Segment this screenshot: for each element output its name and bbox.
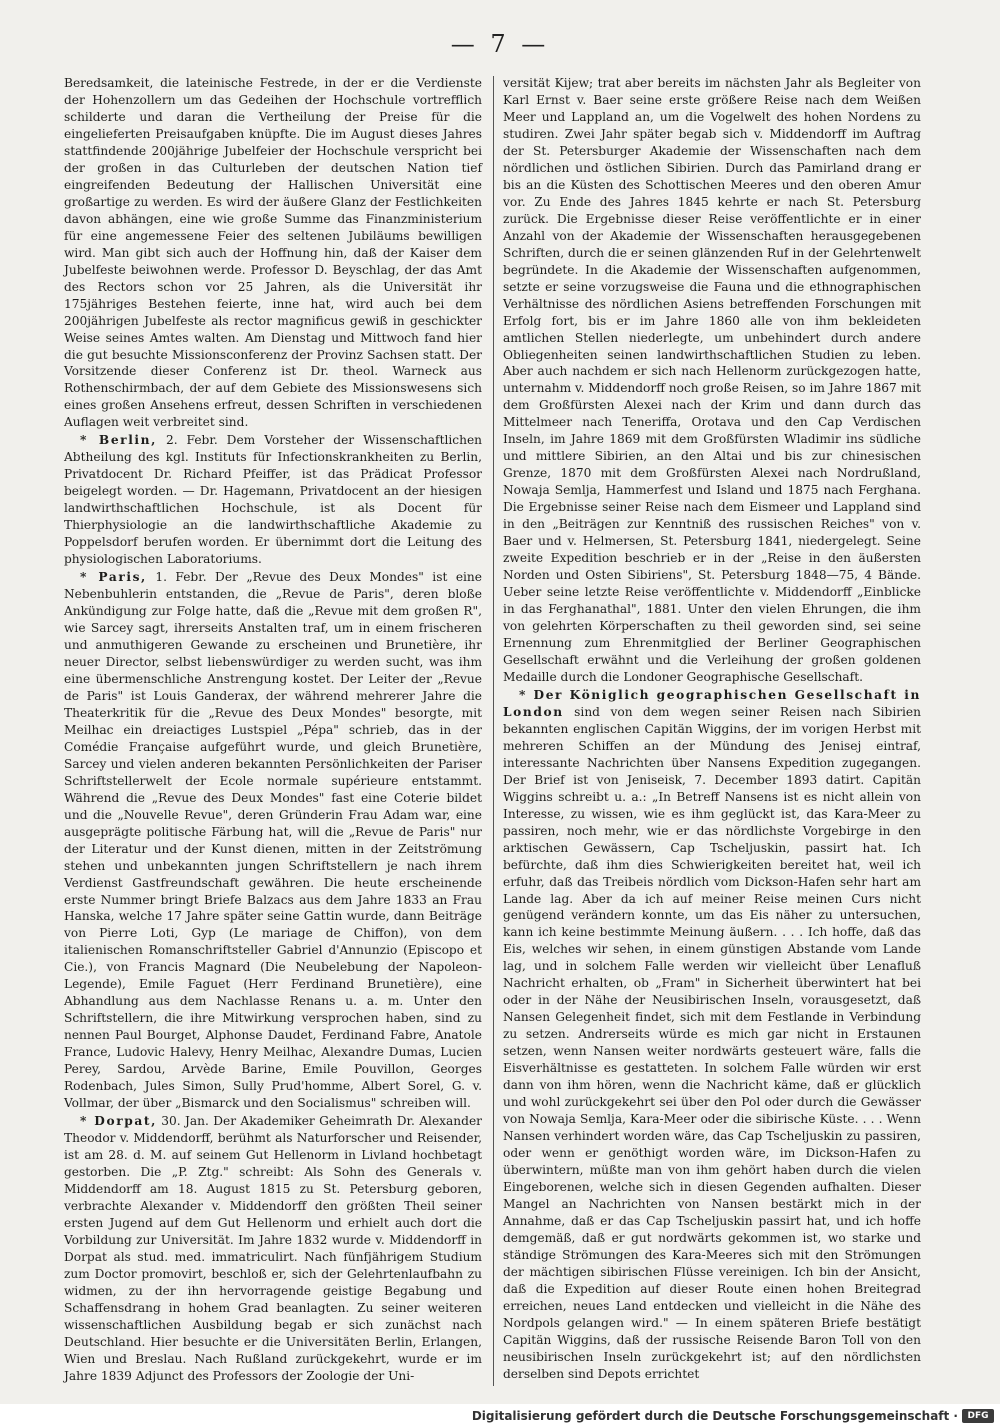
page-number: — 7 — xyxy=(450,30,550,58)
column-divider xyxy=(493,76,494,1386)
dateline-place: * Dorpat, xyxy=(80,1114,157,1129)
left-column xyxy=(64,75,482,1386)
article-dorpat xyxy=(64,1113,482,1385)
footer-bar xyxy=(0,1404,1000,1428)
dateline-place: * Der Königlich geographischen Gesellschaft in London xyxy=(503,687,921,719)
funding-credit: Digitalisierung gefördert durch die Deutsche Forschungsgemeinschaft · xyxy=(471,1409,958,1423)
article-text: sind von dem wegen seiner Reisen nach Sibirien bekannten englischen Capitän Wiggins, der im vorigen Herbst mit mehreren Schiffen an der Mündung des Jenisej eintraf, interessante Nachrichten über Nansens Expedition zugegangen. Der Brief ist von Jeniseisk, 7. December 1893 datirt. Capitän Wiggins schreibt u. a.: „In Betreff Nansens ist es nicht allein von Interesse, zu wissen, wie es ihm geglückt ist, das Kara-Meer zu passiren, noch mehr, wie er das nördlichste Vorgebirge in den arktischen Gewässern, Cap Tscheljuskin, passirt hat. Ich befürchte, daß ihm dies Schwierigkeiten bereitet hat, weil ich erfuhr, daß das Treibeis nördlich vom Dickson-Hafen sehr hart am Lande lag. Aber da ich auf meiner Reise meinen Curs nicht genügend verändern konnte, um das Eis näher zu untersuchen, kann ich keine bestimmte Meinung äußern. . . . Ich hoffe, daß das Eis, welches wir sehen, in einem günstigen Abstande vom Lande lag, und in solchem Falle werden wir vielleicht über Lenafluß Nachricht erhalten, ob „Fram" in Sicherheit überwintert hat bei oder in der Nähe der Neusibirischen Inseln, vorausgesetzt, daß Nansen Gelegenheit findet, sich mit dem Festlande in Verbindung zu setzen. Andrerseits würde es mich gar nicht in Erstaunen setzen, wenn Nansen weiter nordwärts gesteuert wäre, falls die Eisverhältnisse es gestatteten. In solchem Falle würden wir erst dann von ihm hören, wenn die Nachricht käme, daß er glücklich und wohl zurückgekehrt sei über den Pol oder durch die Gewässer von Nowaja Semlja, Kara-Meer oder die sibirische Küste. . . . Wenn Nansen verhindert worden wäre, das Cap Tscheljuskin zu passiren, oder wenn er genöthigt worden wäre, im Dickson-Hafen zu überwintern, müßte man von ihm gehört haben durch die vielen Eingeborenen, welche sich in diesen Gegenden aufhalten. Dieser Mangel an Nachrichten von Nansen bestärkt mich in der Annahme, daß er das Cap Tscheljuskin passirt hat, und ich hoffe demgemäß, daß er gut nordwärts gekommen ist, wo starke und ständige Strömungen des Kara-Meeres sich mit den Strömungen der mächtigen sibirischen Flüsse vereinigen. Ich bin der Ansicht, daß die Expedition auf dieser Route einen hohen Breitegrad erreichen, neues Land entdecken und vielleicht in die Nähe des Nordpols gelangen wird." — In einem späteren Briefe bestätigt Capitän Wiggins, daß der russische Reisende Baron Toll von den neusibirischen Inseln zurückgekehrt ist; auf den nördlichsten derselben sind Depots errichtet xyxy=(503,704,921,1381)
dateline-place: * Paris, xyxy=(80,570,147,585)
dfg-logo-icon[interactable]: DFG xyxy=(962,1409,994,1423)
dateline-place: * Berlin, xyxy=(80,433,157,448)
article-london xyxy=(503,687,921,1383)
article-paragraph: Beredsamkeit, die lateinische Festrede, in der er die Verdienste der Hohenzollern um das Gedeihen der Hochschule vortrefflich schilderte und daran die Vertheilung der Preise für die eingelieferten Preisaufgaben knüpfte. Die im August dieses Jahres stattfindende 200jährige Jubelfeier der Hochschule verspricht bei der großen in das Culturleben der deutschen Nation tief eingreifenden Bedeutung der Hallischen Universität eine großartige zu werden. Es wird der äußere Glanz der Festlichkeiten davon abhängen, eine wie große Summe das Finanzministerium für eine angemessene Feier des seltenen Jubiläums bewilligen wird. Man gibt sich auch der Hoffnung hin, daß der Kaiser dem Jubelfeste beiwohnen werde. Professor D. Beyschlag, der das Amt des Rectors schon vor 25 Jahren, als die Universität ihr 175jähriges Bestehen feierte, inne hat, wird auch bei dem 200jährigen Jubelfeste als rector magnificus gewiß in geschickter Weise seines Amtes walten. Am Dienstag und Mittwoch fand hier die gut besuchte Missionsconferenz der Provinz Sachsen statt. Der Vorsitzende dieser Conferenz ist Dr. theol. Warneck aus Rothenschirmbach, der auf dem Gebiete des Missionswesens sich eines großen Ansehens erfreut, dessen Schriften in verschiedenen Auflagen weit verbreitet sind. xyxy=(64,76,482,430)
right-column xyxy=(503,75,921,1384)
article-berlin xyxy=(64,432,482,568)
article-text: 2. Febr. Dem Vorsteher der Wissenschaftlichen Abtheilung des kgl. Instituts für Infectionskrankheiten zu Berlin, Privatdocent Dr. Richard Pfeiffer, ist das Prädicat Professor beigelegt worden. — Dr. Hagemann, Privatdocent an der hiesigen landwirthschaftlichen Hochschule, ist als Docent für Thierphysiologie an die landwirthschaftliche Akademie zu Poppelsdorf berufen worden. Er übernimmt dort die Leitung des physiologischen Laboratoriums. xyxy=(64,433,483,567)
article-text: 30. Jan. Der Akademiker Geheimrath Dr. Alexander Theodor v. Middendorff, berühmt als Naturforscher und Reisender, ist am 28. d. M. auf seinem Gut Hellenorm in Livland hochbetagt gestorben. Die „P. Ztg." schreibt: Als Sohn des Generals v. Middendorff am 18. August 1815 zu St. Petersburg geboren, verbrachte Alexander v. Middendorff den größten Theil seiner ersten Jugend auf dem Gut Hellenorm und erhielt auch dort die Vorbildung zur Universität. Im Jahre 1832 wurde v. Middendorff in Dorpat als stud. med. immatriculirt. Nach fünfjährigem Studium zum Doctor promovirt, beschloß er, sich der Gelehrtenlaufbahn zu widmen, zu der ihn hervorragende geistige Begabung und Schaffensdrang in hohem Grad beanlagten. Zu seiner weiteren wissenschaftlichen Ausbildung begab er sich zunächst nach Deutschland. Hier besuchte er die Universitäten Berlin, Erlangen, Wien und Breslau. Nach Rußland zurückgekehrt, wurde er im Jahre 1839 Adjunct des Professors der Zoologie der Uni- xyxy=(64,1114,482,1383)
article-paragraph: versität Kijew; trat aber bereits im nächsten Jahr als Begleiter von Karl Ernst v. Baer seine erste größere Reise nach dem Weißen Meer und Lappland an, um die Vogelwelt des hohen Nordens zu studiren. Zwei Jahr später begab sich v. Middendorff im Auftrag der St. Petersburger Akademie der Wissenschaften nach dem nördlichen und östlichen Sibirien. Durch das Pamirland drang er bis an die Küsten des Schottischen Meeres und den oberen Amur vor. Zu Ende des Jahres 1845 kehrte er nach St. Petersburg zurück. Die Ergebnisse dieser Reise veröffentlichte er in einer Anzahl von der Akademie der Wissenschaften herausgegebenen Schriften, durch die er seinen glänzenden Ruf in der Gelehrtenwelt begründete. In die Akademie der Wissenschaften aufgenommen, setzte er seine vorzugsweise die Fauna und die ethnographischen Verhältnisse des nördlichen Asiens betreffenden Forschungen mit Erfolg fort, bis er im Jahre 1860 alle von ihm bekleideten amtlichen Stellen niederlegte, um unbehindert durch andere Obliegenheiten seinen landwirthschaftlichen Studien zu leben. Aber auch nachdem er sich nach Hellenorm zurückgezogen hatte, unternahm v. Middendorff noch große Reisen, so im Jahre 1867 mit dem Großfürsten Alexei nach der Krim und dann durch das Mittelmeer nach Teneriffa, Orotava und den Cap Verdischen Inseln, im Jahre 1869 mit dem Großfürsten Wladimir ins südliche und mittlere Sibirien, an den Altai und bis zur chinesischen Grenze, 1870 mit dem Großfürsten Alexei nach Nordrußland, Nowaja Semlja, Hammerfest und Island und 1875 nach Ferghana. Die Ergebnisse seiner Reise nach dem Eismeer und Lappland sind in den „Beiträgen zur Kenntniß des russischen Reiches" von v. Baer und v. Helmersen, St. Petersburg 1841, niedergelegt. Seine zweite Expedition beschrieb er in der „Reise in den äußersten Norden und Osten Sibiriens", St. Petersburg 1848—75, 4 Bände. Ueber seine letzte Reise veröffentlichte v. Middendorff „Einblicke in das Ferghanathal", 1881. Unter den vielen Ehrungen, die ihm von gelehrten Körperschaften zu theil geworden sind, sei seine Ernennung zum Ehrenmitglied der Berliner Geographischen Gesellschaft erwähnt und die Verleihung der großen goldenen Medaille durch die Londoner Geographische Gesellschaft. xyxy=(503,76,921,684)
article-text: 1. Febr. Der „Revue des Deux Mondes" ist eine Nebenbuhlerin entstanden, die „Revue de Paris", deren bloße Ankündigung zur Folge hatte, daß die „Revue mit dem großen R", wie Sarcey sagt, ihrerseits Anstalten traf, um in einem frischeren und anmuthigeren Gewande zu erscheinen und Brunetière, ihr neuer Director, selbst liebenswürdiger zu werden sucht, was ihm eine übermenschliche Anstrengung kostet. Der Leiter der „Revue de Paris" ist Louis Ganderax, der während mehrerer Jahre die Theaterkritik für die „Revue des Deux Mondes" besorgte, mit Meilhac ein dreiactiges Lustspiel „Pépa" schrieb, das in der Comédie Française aufgeführt wurde, und gleich Brunetière, Sarcey und vielen anderen bekannten Persönlichkeiten der Pariser Schriftstellerwelt der Ecole normale supérieure entstammt. Während die „Revue des Deux Mondes" fast eine Coterie bildet und die „Nouvelle Revue", deren Gründerin Frau Adam war, eine ausgeprägte politische Färbung hat, will die „Revue de Paris" nur der Literatur und der Kunst dienen, mitten in der Zeitströmung stehen und unbekannten jungen Schriftstellern je nach ihrem Verdienst Gastfreundschaft gewähren. Die heute erscheinende erste Nummer bringt Briefe Balzacs aus dem Jahre 1833 an Frau Hanska, welche 17 Jahre später seine Gattin wurde, dann Beiträge von Pierre Loti, Gyp (Le mariage de Chiffon), von dem italienischen Romanschriftsteller Gabriel d'Annunzio (Episcopo et Cie.), von Francis Magnard (Die Neubelebung der Napoleon-Legende), Emile Faguet (Herr Ferdinand Brunetière), eine Abhandlung aus dem Nachlasse Renans u. a. m. Unter den Schriftstellern, die ihre Mitwirkung versprochen haben, sind zu nennen Paul Bourget, Alphonse Daudet, Ferdinand Fabre, Anatole France, Ludovic Halevy, Henry Meilhac, Alexandre Dumas, Lucien Perey, Sardou, Arvède Barine, Emile Pouvillon, Georges Rodenbach, Jules Simon, Sully Prud'homme, Albert Sorel, G. v. Vollmar, der über „Bismarck und den Socialismus" schreiben will. xyxy=(64,570,482,1111)
article-paris xyxy=(64,569,482,1112)
